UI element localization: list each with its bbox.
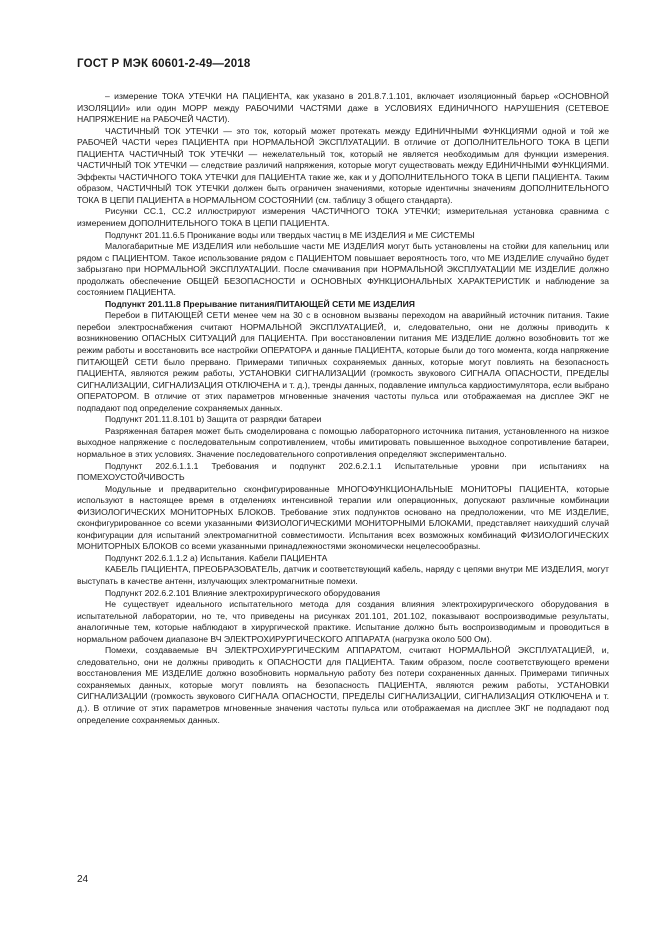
subclause-heading-202-6-1-1-2: Подпункт 202.6.1.1.2 а) Испытания. Кабели ПАЦИЕНТА [105, 552, 328, 563]
paragraph-electrosurgical-interference: Помехи, создаваемые ВЧ ЭЛЕКТРОХИРУРГИЧЕСКИМ АППАРАТОМ, считают НОРМАЛЬНОЙ ЭКСПЛУАТАЦИЕЙ, и, следовательно, они не должны приводить к ОПАСНОСТИ для ПАЦИЕНТА. Таким образом, после соответствующего времени восстановления МЕ ИЗДЕЛИЕ должно возобновить нормальную работу без потери сохраненных данных. Примерами типичных сохраняемых данных, которые могут повлиять на безопасность ПАЦИЕНТА, являются режим работы, УСТАНОВКИ СИГНАЛИЗАЦИИ (громкость звукового СИГНАЛА ОПАСНОСТИ, ПРЕДЕЛЫ СИГНАЛИЗАЦИИ, СИГНАЛИЗАЦИЯ ОТКЛЮЧЕНА и т. д.). В отличие от этих параметров мгновенные значения частоты пульса или отображаемая на дисплее ЭКГ не подпадают под определение сохраняемых данных. [77, 645, 609, 725]
subclause-heading-201-11-8-101: Подпункт 201.11.8.101 b) Защита от разрядки батареи [105, 414, 322, 425]
paragraph-mains-interruption: Перебои в ПИТАЮЩЕЙ СЕТИ менее чем на 30 с в основном вызваны переходом на аварийный источник питания. Такие перебои электроснабжения считают НОРМАЛЬНОЙ ЭКСПЛУАТАЦИЕЙ, и, следовательно, они не должны приводить к возникновению ОПАСНЫХ СИТУАЦИЙ для ПАЦИЕНТА. При восстановлении питания МЕ ИЗДЕЛИЕ должно возобновить тот же режим работы и восстановить все настройки ОПЕРАТОРА и данные ПАЦИЕНТА, которые были до того момента, когда напряжение ПИТАЮЩЕЙ СЕТИ было прервано. Примерами типичных сохраняемых данных, которые могут повлиять на безопасность ПАЦИЕНТА, являются режим работы, УСТАНОВКИ СИГНАЛИЗАЦИИ (громкость звукового СИГНАЛА ОПАСНОСТИ, ПРЕДЕЛЫ СИГНАЛИЗАЦИИ, СИГНАЛИЗАЦИЯ ОТКЛЮЧЕНА и т. д.), тренды данных, подавление импульса кардиостимулятора, если выбрано ОПЕРАТОРОМ. В отличие от этих параметров мгновенные значения частоты пульса или отображаемая на дисплее ЭКГ не подпадают под определение сохраняемых данных. [77, 310, 609, 413]
paragraph-electrosurgical-test: Не существует идеального испытательного метода для создания влияния электрохирургического оборудования в испытательной лаборатории, но те, что приведены на рисунках 201.101, 201.102, показывают воспроизводимые результаты, аналогичные тем, которые наблюдают в хирургической практике. Испытание должно быть воспроизводимым и проводиться в нормальном рабочем диапазоне ВЧ ЭЛЕКТРОХИРУРГИЧЕСКОГО АППАРАТА (нагрузка около 500 Ом). [77, 599, 609, 644]
page-number: 24 [77, 874, 89, 885]
paragraph-partial-leakage-current: ЧАСТИЧНЫЙ ТОК УТЕЧКИ — это ток, который может протекать между ЕДИНИЧНЫМИ ФУНКЦИЯМИ одной и той же РАБОЧЕЙ ЧАСТИ через ПАЦИЕНТА при НОРМАЛЬНОЙ ЭКСПЛУАТАЦИИ. В отличие от ДОПОЛНИТЕЛЬНОГО ТОКА В ЦЕПИ ПАЦИЕНТА ЧАСТИЧНЫЙ ТОК УТЕЧКИ — нежелательный ток, который не является необходимым для функции измерения. ЧАСТИЧНЫЙ ТОК УТЕЧКИ — следствие различий напряжения, которые могут существовать между ЕДИНИЧНЫМИ ФУНКЦИЯМИ. Эффекты ЧАСТИЧНОГО ТОКА УТЕЧКИ для ПАЦИЕНТА такие же, как и у ДОПОЛНИТЕЛЬНОГО ТОКА В ЦЕПИ ПАЦИЕНТА. Таким образом, ЧАСТИЧНЫЙ ТОК УТЕЧКИ должен быть ограничен значениями, которые идентичны значениям ДОПОЛНИТЕЛЬНОГО ТОКА В ЦЕПИ ПАЦИЕНТА в НОРМАЛЬНОМ СОСТОЯНИИ (см. таблицу 3 общего стандарта). [77, 125, 609, 205]
paragraph-leakage-measurement: – измерение ТОКА УТЕЧКИ НА ПАЦИЕНТА, как указано в 201.8.7.1.101, включает изоляционный барьер «ОСНОВНОЙ ИЗОЛЯЦИИ» или один МОРР между РАБОЧИМИ ЧАСТЯМИ даже в УСЛОВИЯХ ЕДИНИЧНОГО НАРУШЕНИЯ (СЕТЕВОЕ НАПРЯЖЕНИЕ на РАБОЧЕЙ ЧАСТИ). [77, 91, 609, 125]
subclause-heading-202-6-1-1-1: Подпункт 202.6.1.1.1 Требования и подпункт 202.6.2.1.1 Испытательные уровни при испытаниях на ПОМЕХОУСТОЙЧИВОСТЬ [77, 460, 609, 483]
paragraph-figures-cc: Рисунки СС.1, СС.2 иллюстрируют измерения ЧАСТИЧНОГО ТОКА УТЕЧКИ; измерительная установка сравнима с измерением ДОПОЛНИТЕЛЬНОГО ТОКА В ЦЕПИ ПАЦИЕНТА. [77, 206, 609, 229]
paragraph-small-me-equipment: Малогабаритные МЕ ИЗДЕЛИЯ или небольшие части МЕ ИЗДЕЛИЯ могут быть установлены на стойки для капельниц или рядом с ПАЦИЕНТОМ. Такое использование рядом с ПАЦИЕНТОМ повышает вероятность того, что МЕ ИЗДЕЛИЕ случайно будет забрызгано при НОРМАЛЬНОЙ ЭКСПЛУАТАЦИИ. После смачивания при НОРМАЛЬНОЙ ЭКСПЛУАТАЦИИ МЕ ИЗДЕЛИЕ должно продолжать обеспечение ОБЩЕЙ БЕЗОПАСНОСТИ и ОСНОВНЫХ ФУНКЦИОНАЛЬНЫХ ХАРАКТЕРИСТИК и наблюдение за состоянием ПАЦИЕНТА. [77, 241, 609, 298]
subclause-heading-201-11-8: Подпункт 201.11.8 Прерывание питания/ПИТАЮЩЕЙ СЕТИ МЕ ИЗДЕЛИЯ [105, 298, 415, 309]
subclause-heading-201-11-6-5: Подпункт 201.11.6.5 Проникание воды или твердых частиц в МЕ ИЗДЕЛИЯ и МЕ СИСТЕМЫ [105, 229, 475, 240]
paragraph-multifunction-monitors: Модульные и предварительно сконфигурированные МНОГОФУНКЦИОНАЛЬНЫЕ МОНИТОРЫ ПАЦИЕНТА, которые используют в настоящее время в отделениях интенсивной терапии или операционных, допускают различные комбинации ФИЗИОЛОГИЧЕСКИХ МОНИТОРНЫХ БЛОКОВ. Требование этих подпунктов основано на предположении, что МЕ ИЗДЕЛИЕ, сконфигурированное со всеми указанными ФИЗИОЛОГИЧЕСКИМИ МОНИТОРНЫМИ БЛОКАМИ, представляет наихудший случай конфигурации для испытаний электромагнитной совместимости. Испытания всех возможных комбинаций ФИЗИОЛОГИЧЕСКИХ МОНИТОРНЫХ БЛОКОВ со всеми указанными принадлежностями экономически нецелесообразны. [77, 483, 609, 552]
paragraph-patient-cable: КАБЕЛЬ ПАЦИЕНТА, ПРЕОБРАЗОВАТЕЛЬ, датчик и соответствующий кабель, наряду с цепями внутри МЕ ИЗДЕЛИЯ, могут выступать в качестве антенн, излучающих электромагнитные помехи. [77, 564, 609, 586]
subclause-heading-202-6-2-101: Подпункт 202.6.2.101 Влияние электрохирургического оборудования [105, 587, 381, 598]
document-body [77, 91, 609, 726]
paragraph-discharged-battery: Разряженная батарея может быть смоделирована с помощью лабораторного источника питания, установленного на низкое выходное напряжение с последовательным сопротивлением, чтобы имитировать повышенное выходное сопротивление батареи, нормальное в этих условиях. Значение последовательного сопротивления определяют экспериментально. [77, 425, 609, 459]
document-header: ГОСТ Р МЭК 60601-2-49—2018 [77, 58, 251, 70]
